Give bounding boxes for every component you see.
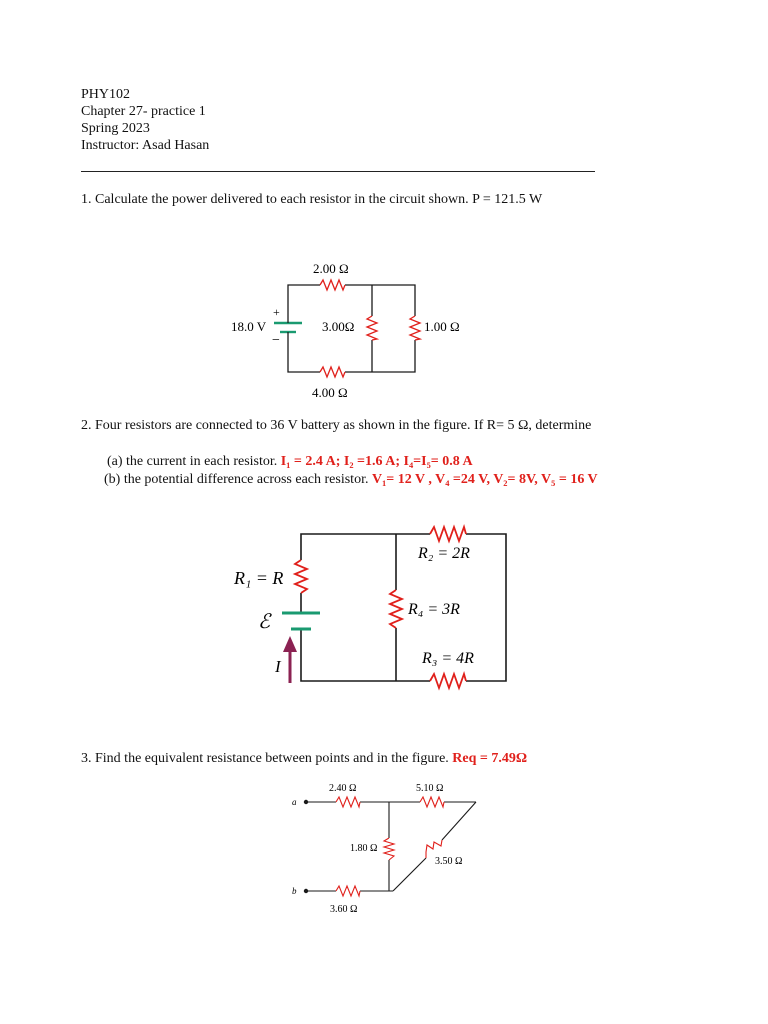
label-point-b: b bbox=[292, 886, 297, 896]
instructor: Instructor: Asad Hasan bbox=[81, 138, 210, 153]
terminal-b bbox=[304, 889, 308, 893]
label-r3: R₃ = 4R bbox=[422, 650, 474, 667]
question-2b-text: (b) the potential difference across each resistor. bbox=[104, 472, 369, 487]
label-r2: R₂ = 2R bbox=[418, 545, 470, 562]
resistor-5.10 bbox=[420, 797, 444, 807]
term: Spring 2023 bbox=[81, 121, 150, 136]
label-r1: R₁ = R bbox=[234, 568, 284, 588]
chapter-title: Chapter 27- practice 1 bbox=[81, 104, 206, 119]
label-current: I bbox=[275, 657, 281, 676]
label-1ohm: 1.00 Ω bbox=[424, 319, 460, 334]
question-1-text: 1. Calculate the power delivered to each resistor in the circuit shown. P = 121.5 W bbox=[81, 192, 543, 207]
label-r4: R₄ = 3R bbox=[408, 601, 460, 618]
question-2-text: 2. Four resistors are connected to 36 V battery as shown in the figure. If R= 5 Ω, determine bbox=[81, 418, 592, 433]
label-3.50: 3.50 Ω bbox=[435, 856, 463, 867]
label-1.80: 1.80 Ω bbox=[350, 843, 378, 854]
label-2ohm: 2.00 Ω bbox=[313, 261, 349, 276]
label-point-a: a bbox=[292, 797, 297, 807]
label-2.40: 2.40 Ω bbox=[329, 783, 357, 794]
label-5.10: 5.10 Ω bbox=[416, 783, 444, 794]
resistor-3.60 bbox=[336, 886, 360, 896]
label-3ohm: 3.00Ω bbox=[322, 319, 355, 334]
terminal-a bbox=[304, 800, 308, 804]
label-3.60: 3.60 Ω bbox=[330, 904, 358, 915]
label-battery: 18.0 V bbox=[231, 319, 267, 334]
label-minus: − bbox=[272, 333, 280, 348]
label-emf: ℰ bbox=[258, 611, 271, 633]
question-3-text: 3. Find the equivalent resistance between points and in the figure. bbox=[81, 751, 449, 766]
question-2a-text: (a) the current in each resistor. bbox=[107, 454, 278, 469]
question-3-answer: Req = 7.49Ω bbox=[452, 751, 528, 766]
label-plus: + bbox=[273, 305, 280, 319]
question-2a-answer: I₁ = 2.4 A; I₂ =1.6 A; I₄=I₅= 0.8 A bbox=[280, 454, 473, 469]
label-4ohm: 4.00 Ω bbox=[312, 385, 348, 400]
resistor-2.40 bbox=[336, 797, 360, 807]
resistor-1.80 bbox=[384, 838, 394, 860]
question-2b-answer: V₁= 12 V , V₄ =24 V, V₂= 8V, V₅ = 16 V bbox=[371, 472, 598, 487]
course-code: PHY102 bbox=[81, 87, 131, 102]
